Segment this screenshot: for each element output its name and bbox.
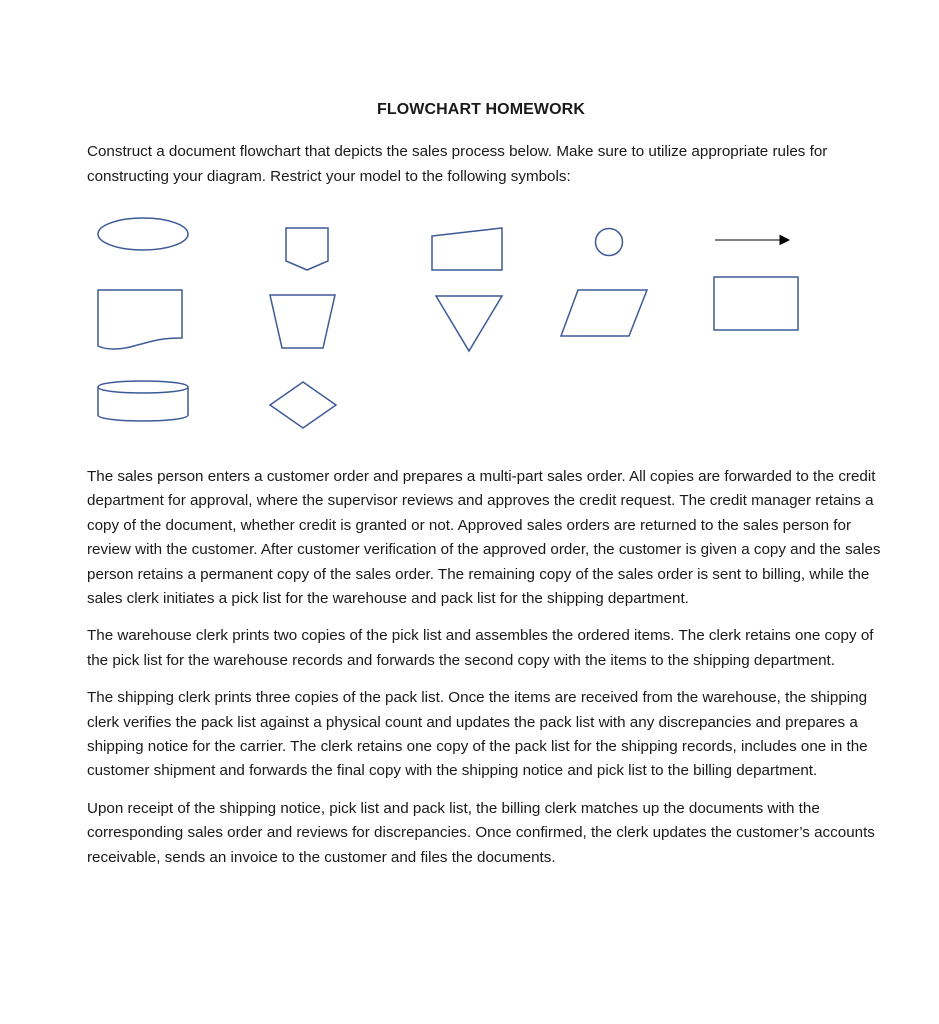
page-title: FLOWCHART HOMEWORK xyxy=(377,101,585,118)
disk-storage-symbol xyxy=(98,381,188,421)
sales-process-description xyxy=(87,465,887,883)
off-page-connector-symbol xyxy=(286,228,328,270)
disk-storage-top-arc xyxy=(98,387,188,393)
document-symbol xyxy=(98,290,182,349)
paragraph-sales-order: The sales person enters a customer order and prepares a multi-part sales order. All copies are forwarded to the credit department for approval, where the supervisor reviews and approves the credit request. The credit manager retains a copy of the document, whether credit is granted or not. Approved sales orders are returned to the sales person for review with the customer. After customer verification of the approved order, the customer is given a copy and the sales person retains a permanent copy of the sales order. The remaining copy of the sales order is sent to billing, while the sales clerk initiates a pick list for the warehouse and pack list for the shipping department. xyxy=(87,468,881,608)
paragraph-warehouse: The warehouse clerk prints two copies of the pick list and assembles the ordered items. The clerk retains one copy of the pick list for the warehouse records and forwards the second copy with the items to the shipping department. xyxy=(87,627,874,669)
input-output-symbol xyxy=(561,290,647,336)
manual-input-symbol xyxy=(432,228,502,270)
paragraph-shipping: The shipping clerk prints three copies of the pack list. Once the items are received from the warehouse, the shipping clerk verifies the pack list against a physical count and updates the pack list with any discrepancies and prepares a shipping notice for the carrier. The clerk retains one copy of the pack list for the shipping records, includes one in the customer shipment and forwards the final copy with the shipping notice and pick list to the billing department. xyxy=(87,689,868,780)
offline-storage-symbol xyxy=(436,296,502,351)
flowchart-symbols xyxy=(0,200,939,450)
paragraph-billing: Upon receipt of the shipping notice, pick list and pack list, the billing clerk matches up the documents with the corresponding sales order and reviews for discrepancies. Once confirmed, the clerk updates the customer’s accounts receivable, sends an invoice to the customer and files the documents. xyxy=(87,799,875,866)
on-page-connector-symbol xyxy=(596,229,623,256)
terminal-oval-symbol xyxy=(98,218,188,250)
process-symbol xyxy=(714,277,798,330)
intro-paragraph: Construct a document flowchart that depicts the sales process below. Make sure to utilize appropriate rules for constructing your diagram. Restrict your model to the following symbols: xyxy=(87,143,828,185)
decision-symbol xyxy=(270,382,336,428)
manual-operation-symbol xyxy=(270,295,335,348)
flow-arrow-head xyxy=(780,236,789,245)
